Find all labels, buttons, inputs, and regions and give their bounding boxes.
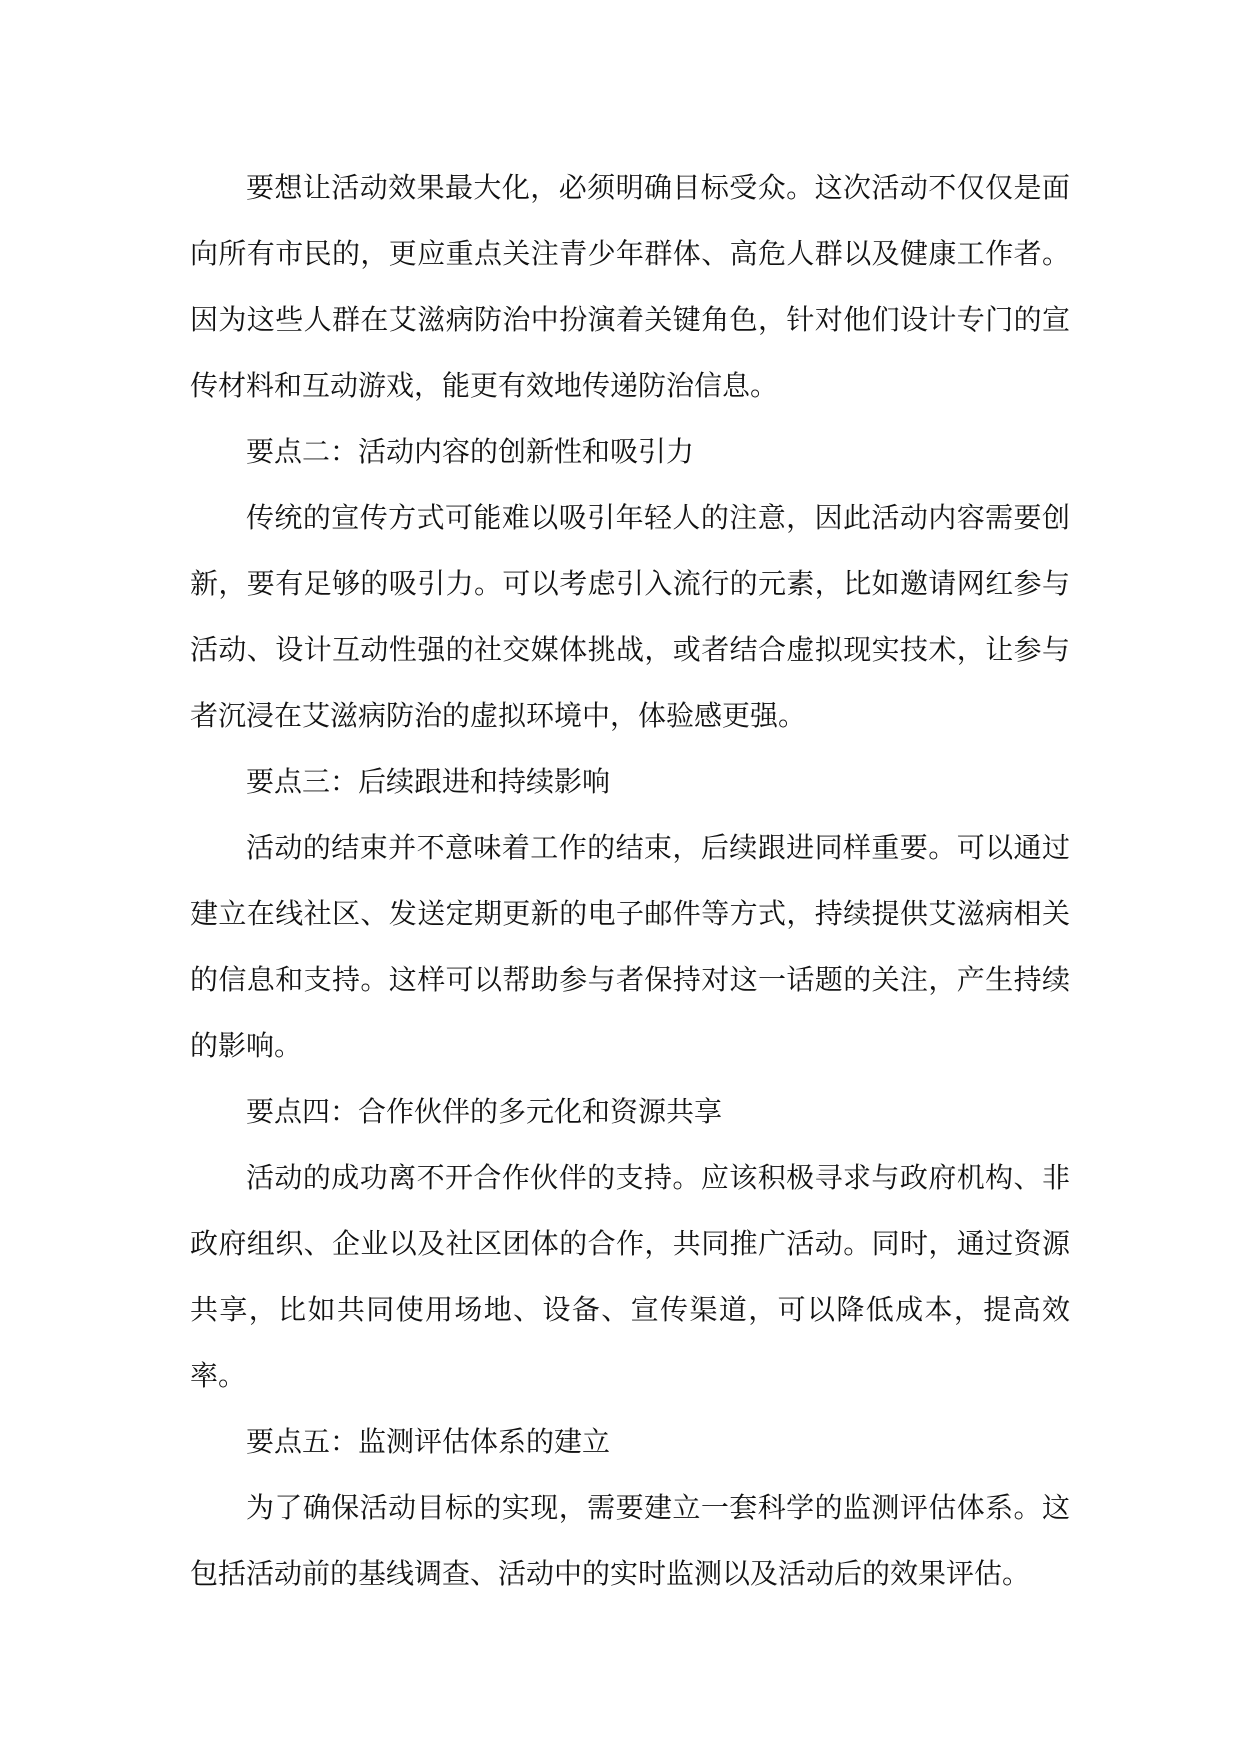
heading-point-five: 要点五：监测评估体系的建立 (246, 1425, 611, 1458)
paragraph-target-audience: 要想让活动效果最大化，必须明确目标受众。这次活动不仅仅是面向所有市民的，更应重点关注青少年群体、高危人群以及健康工作者。因为这些人群在艾滋病防治中扮演着关键角色，针对他们设计专门的宣传材料和互动游戏，能更有效地传递防治信息。 (190, 171, 1070, 402)
paragraph-partners: 活动的成功离不开合作伙伴的支持。应该积极寻求与政府机构、非政府组织、企业以及社区团体的合作，共同推广活动。同时，通过资源共享，比如共同使用场地、设备、宣传渠道，可以降低成本，提高效率。 (190, 1161, 1070, 1392)
heading-point-four: 要点四：合作伙伴的多元化和资源共享 (246, 1095, 723, 1128)
paragraph-evaluation: 为了确保活动目标的实现，需要建立一套科学的监测评估体系。这包括活动前的基线调查、活动中的实时监测以及活动后的效果评估。 (190, 1491, 1070, 1590)
heading-point-three: 要点三：后续跟进和持续影响 (246, 765, 611, 798)
paragraph-innovation: 传统的宣传方式可能难以吸引年轻人的注意，因此活动内容需要创新，要有足够的吸引力。可以考虑引入流行的元素，比如邀请网红参与活动、设计互动性强的社交媒体挑战，或者结合虚拟现实技术，让参与者沉浸在艾滋病防治的虚拟环境中，体验感更强。 (190, 501, 1070, 732)
heading-point-two: 要点二：活动内容的创新性和吸引力 (246, 435, 695, 468)
document-body (190, 155, 1070, 1607)
paragraph-follow-up: 活动的结束并不意味着工作的结束，后续跟进同样重要。可以通过建立在线社区、发送定期更新的电子邮件等方式，持续提供艾滋病相关的信息和支持。这样可以帮助参与者保持对这一话题的关注，产生持续的影响。 (190, 831, 1070, 1062)
